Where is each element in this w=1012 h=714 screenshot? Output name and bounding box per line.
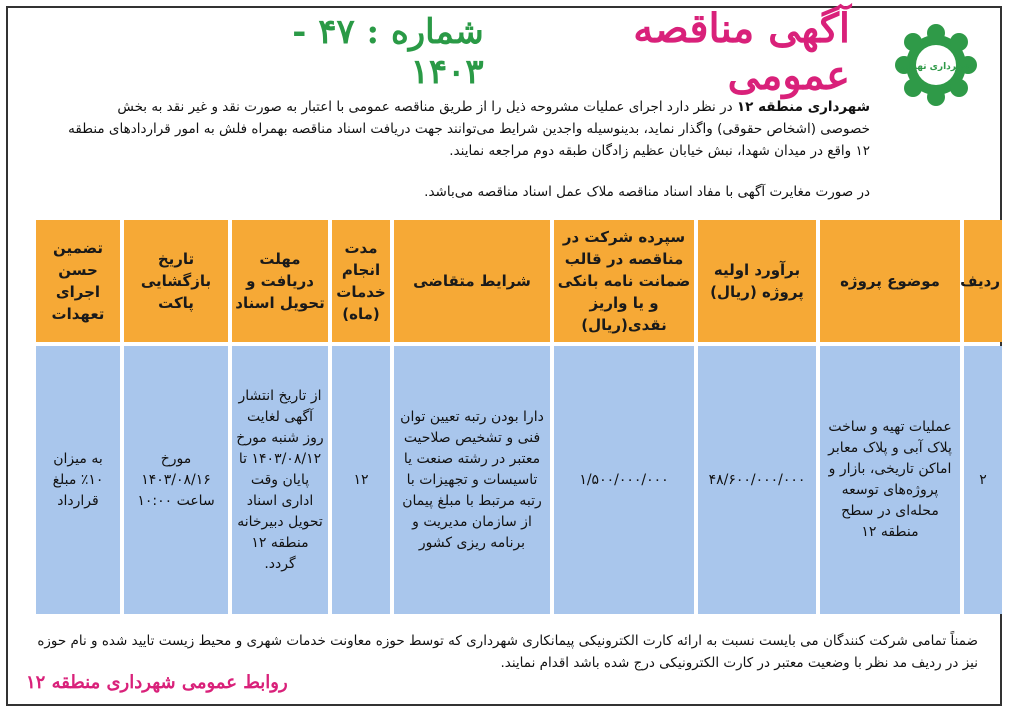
cell-deposit: ۱/۵۰۰/۰۰۰/۰۰۰ xyxy=(554,346,694,614)
tender-table xyxy=(32,216,1006,618)
cell-applicant-conditions: دارا بودن رتبه تعیین توان فنی و تشخیص صلاحیت معتبر در رشته صنعت یا تاسیسات و تجهیزات با رتبه مرتبط با مبلغ پیمان از سازمان مدیریت و برنامه ریزی کشور xyxy=(394,346,550,614)
notice-title xyxy=(208,5,850,99)
header-opening-date: تاریخ بازگشایی پاکت xyxy=(124,220,228,342)
header-applicant-conditions: شرایط متقاضی xyxy=(394,220,550,342)
cell-performance-guarantee: به میزان ۱۰٪ مبلغ قرارداد xyxy=(36,346,120,614)
cell-initial-estimate: ۴۸/۶۰۰/۰۰۰/۰۰۰ xyxy=(698,346,816,614)
header-duration: مدت انجام خدمات (ماه) xyxy=(332,220,390,342)
signature: روابط عمومی شهرداری منطقه ۱۲ xyxy=(26,672,288,693)
table-header-row xyxy=(36,220,1002,342)
intro-org: شهرداری منطقه ۱۲ xyxy=(736,99,870,115)
intro-paragraph xyxy=(68,96,870,162)
table-row xyxy=(36,346,1002,614)
notice-frame xyxy=(6,6,1002,706)
intro-notice: در صورت مغایرت آگهی با مفاد اسناد مناقصه ملاک عمل اسناد مناقصه می‌باشد. xyxy=(424,184,870,200)
header-initial-estimate: برآورد اولیه پروژه (ریال) xyxy=(698,220,816,342)
cell-row-number: ۲ xyxy=(964,346,1002,614)
cell-project-subject: عملیات تهیه و ساخت پلاک آبی و پلاک معابر اماکن تاریخی، بازار و پروژه‌های توسعه محله‌ای در سطح منطقه ۱۲ xyxy=(820,346,960,614)
logo-text: شهرداری تهران xyxy=(900,62,972,72)
cell-opening-date: مورخ ۱۴۰۳/۰۸/۱۶ ساعت ۱۰:۰۰ xyxy=(124,346,228,614)
cell-document-deadline: از تاریخ انتشار آگهی لغایت روز شنبه مورخ ۱۴۰۳/۰۸/۱۲ تا پایان وقت اداری اسناد تحویل دبیرخانه منطقه ۱۲ گردد. xyxy=(232,346,328,614)
title-number: شماره : ۴۷ - ۱۴۰۳ xyxy=(292,12,484,92)
cell-duration: ۱۲ xyxy=(332,346,390,614)
municipality-logo-icon xyxy=(890,22,982,108)
header-performance-guarantee: تضمین حسن اجرای تعهدات xyxy=(36,220,120,342)
header-deposit: سپرده شرکت در مناقصه در قالب ضمانت نامه بانکی و یا واریز نقدی(ریال) xyxy=(554,220,694,342)
intro-text: در نظر دارد اجرای عملیات مشروحه ذیل را از طریق مناقصه عمومی با اعتبار به صورت نقد و غیر نقد به بخش خصوصی (اشخاص حقوقی) واگذار نماید، بدینوسیله واجدین شرایط می‌توانند جهت دریافت اسناد مناقصه بهمراه فلش به امور قراردادهای منطقه ۱۲ واقع در میدان شهدا، نبش خیابان عظیم زادگان طبقه دوم مراجعه نمایند. xyxy=(68,99,870,159)
header-row-number: ردیف xyxy=(964,220,1002,342)
header-document-deadline: مهلت دریافت و تحویل اسناد xyxy=(232,220,328,342)
footer-note: ضمناً تمامی شرکت کنندگان می بایست نسبت به ارائه کارت الکترونیکی پیمانکاری شهرداری که توسط حوزه معاونت خدمات شهری و محیط زیست تایید شده و نام حوزه نیز در ردیف مد نظر با وضعیت معتبر در کارت الکترونیکی درج شده باشد اقدام نمایند. xyxy=(37,633,978,671)
title-main: آگهی مناقصه عمومی xyxy=(633,5,850,99)
header-project-subject: موضوع پروژه xyxy=(820,220,960,342)
